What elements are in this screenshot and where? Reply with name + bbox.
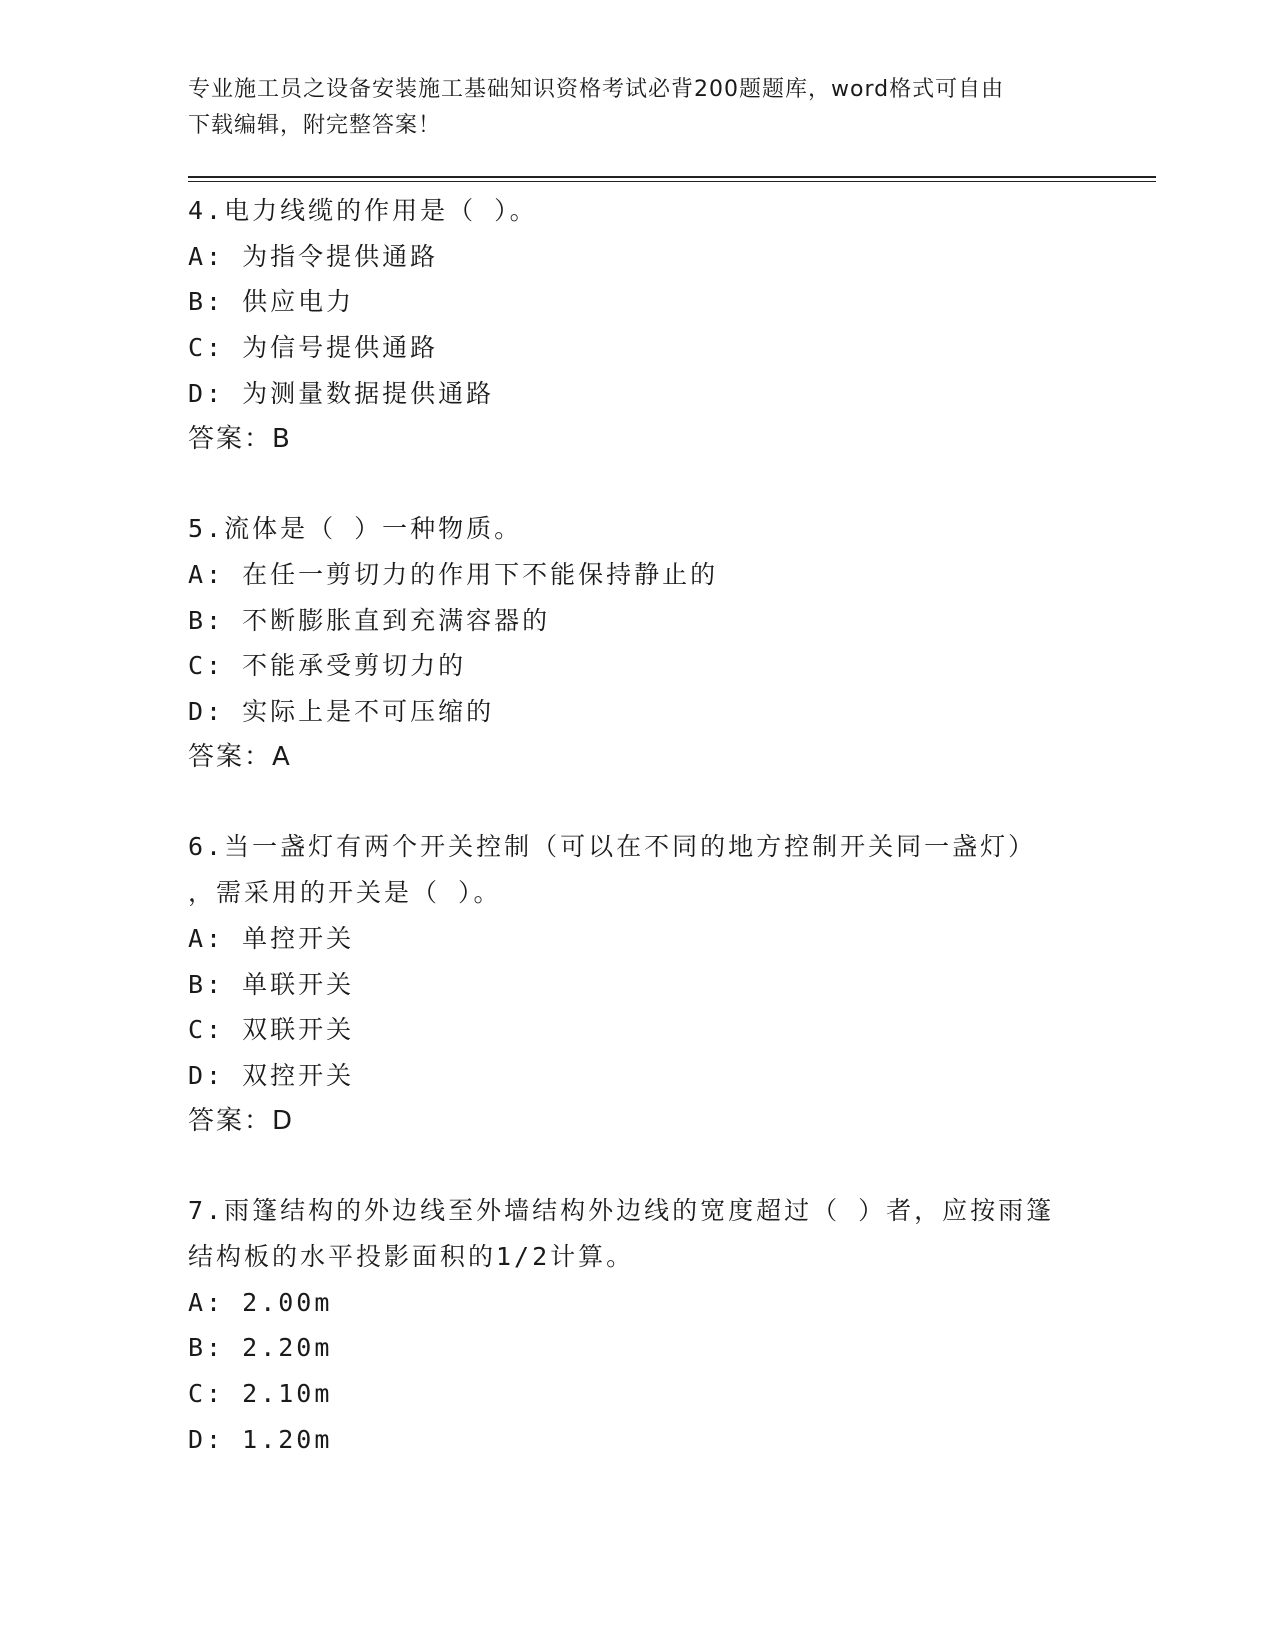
question-4 bbox=[188, 188, 1088, 462]
question-stem: 5.流体是（ ）一种物质。 bbox=[188, 514, 523, 544]
option-a: A: 2.00m bbox=[188, 1287, 333, 1317]
question-stem: 4.电力线缆的作用是（ ）。 bbox=[188, 196, 538, 225]
question-5 bbox=[188, 506, 1088, 780]
question-7 bbox=[188, 1188, 1088, 1462]
header-line-2: 下载编辑，附完整答案！ bbox=[188, 113, 442, 138]
option-a: A: 为指令提供通路 bbox=[188, 241, 439, 271]
option-d: D: 为测量数据提供通路 bbox=[188, 378, 495, 408]
question-stem: 7.雨篷结构的外边线至外墙结构外边线的宽度超过（ ）者，应按雨篷 bbox=[188, 1196, 1055, 1226]
option-d: D: 双控开关 bbox=[188, 1060, 355, 1090]
option-c: C: 为信号提供通路 bbox=[188, 333, 439, 363]
answer-label: 答案：B bbox=[188, 423, 292, 454]
option-b: B: 不断膨胀直到充满容器的 bbox=[188, 605, 551, 635]
question-stem: 6.当一盏灯有两个开关控制（可以在不同的地方控制开关同一盏灯） bbox=[188, 832, 1037, 862]
header-divider-thick bbox=[188, 176, 1156, 178]
header-line-1: 专业施工员之设备安装施工基础知识资格考试必背200题题库，word格式可自由 bbox=[188, 77, 1005, 102]
option-b: B: 供应电力 bbox=[188, 287, 355, 317]
option-a: A: 在任一剪切力的作用下不能保持静止的 bbox=[188, 559, 719, 589]
option-d: D: 实际上是不可压缩的 bbox=[188, 697, 495, 727]
question-list bbox=[188, 188, 1088, 1507]
option-c: C: 双联开关 bbox=[188, 1015, 355, 1045]
option-a: A: 单控开关 bbox=[188, 923, 355, 953]
option-d: D: 1.20m bbox=[188, 1424, 333, 1454]
header-divider-thin bbox=[188, 181, 1156, 182]
option-c: C: 不能承受剪切力的 bbox=[188, 651, 467, 681]
document-header bbox=[188, 72, 1068, 144]
question-6 bbox=[188, 824, 1088, 1144]
option-b: B: 2.20m bbox=[188, 1333, 333, 1363]
question-stem-continued: 结构板的水平投影面积的1/2计算。 bbox=[188, 1242, 635, 1272]
option-c: C: 2.10m bbox=[188, 1379, 333, 1409]
answer-label: 答案：A bbox=[188, 741, 292, 772]
question-stem-continued: ，需采用的开关是（ ）。 bbox=[188, 878, 502, 908]
option-b: B: 单联开关 bbox=[188, 969, 355, 999]
answer-label: 答案：D bbox=[188, 1105, 295, 1136]
